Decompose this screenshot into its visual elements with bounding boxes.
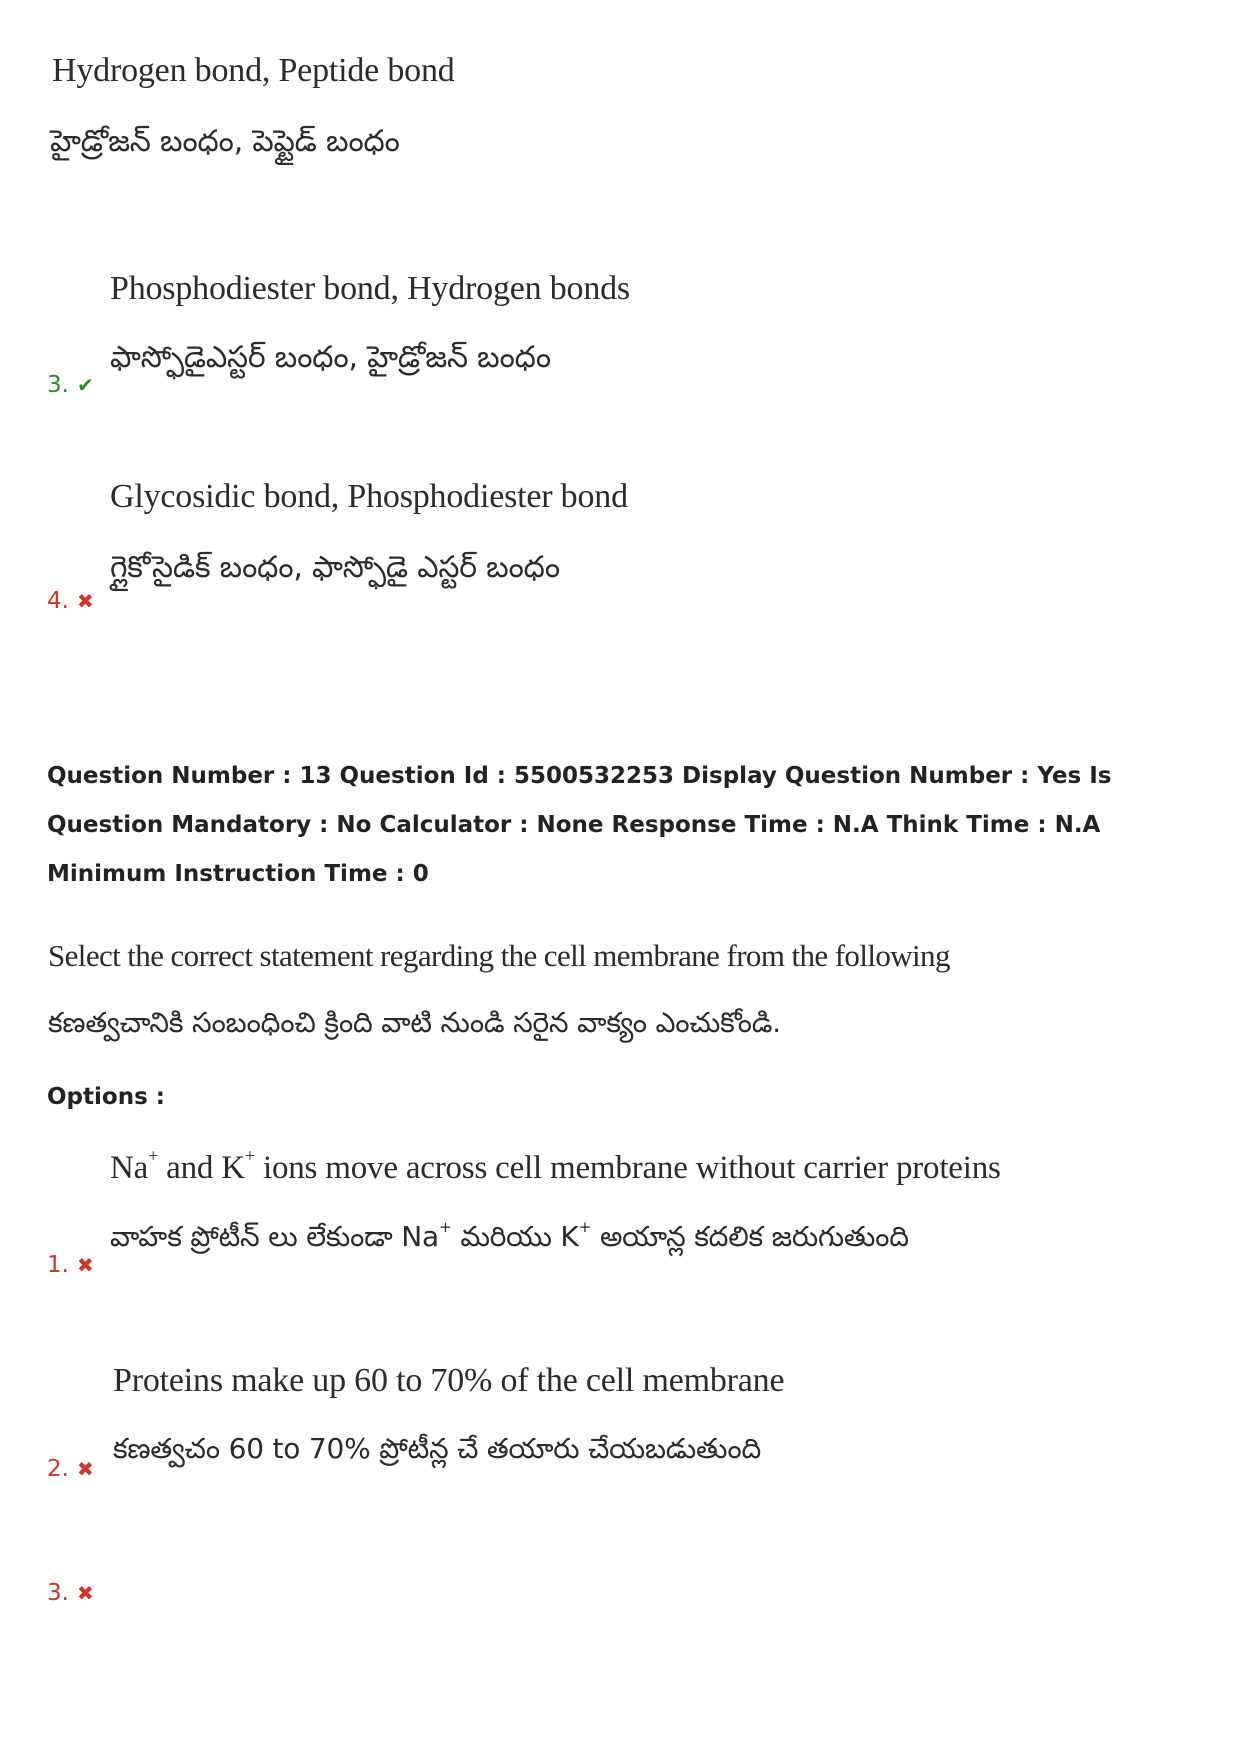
text-part: ions move across cell membrane without carrier proteins	[254, 1150, 1001, 1186]
option-2-en: Proteins make up 60 to 70% of the cell membrane	[113, 1362, 785, 1399]
text-part: అయాన్ల కదలిక జరుగుతుంది	[591, 1220, 909, 1253]
text-part: Na	[110, 1150, 149, 1186]
question-meta: Question Number : 13 Question Id : 5500532253 Display Question Number : Yes Is Question Mandatory : No Calculator : None Response Time : N.A Think Time : N.A Minimum Instruction Time : 0	[47, 763, 1112, 887]
question-stem-en: Select the correct statement regarding the cell membrane from the following	[48, 938, 950, 973]
cross-icon: ✖	[76, 1253, 94, 1277]
cross-icon: ✖	[76, 589, 94, 613]
text-part: మరియు K	[451, 1220, 579, 1253]
text-part: వాహక ప్రోటీన్ లు లేకుండా Na	[110, 1220, 439, 1253]
option-number: 2.	[47, 1456, 69, 1482]
prev-option-4-en: Glycosidic bond, Phosphodiester bond	[110, 478, 628, 515]
superscript: +	[438, 1218, 452, 1237]
prev-option-4-number	[47, 588, 94, 614]
question-stem-te: కణత్వచానికి సంబంధించి క్రింది వాటి నుండి సరైన వాక్యం ఎంచుకోండి.	[48, 1006, 781, 1039]
option-1-te	[110, 1220, 909, 1260]
superscript: +	[148, 1145, 159, 1166]
option-1-number	[47, 1252, 94, 1278]
option-1-en	[110, 1145, 1001, 1187]
option-2-te: కణత్వచం 60 to 70% ప్రోటీన్ల చే తయారు చేయబడుతుంది	[113, 1432, 762, 1465]
option-number: 3.	[47, 1580, 69, 1606]
prev-option-3-en: Phosphodiester bond, Hydrogen bonds	[110, 270, 630, 307]
prev-option-2-te: హైడ్రోజన్ బంధం, పెప్టైడ్ బంధం	[50, 124, 400, 159]
cross-icon: ✖	[76, 1581, 94, 1605]
text-part: and K	[158, 1150, 245, 1186]
prev-option-3-number	[47, 372, 94, 398]
prev-option-2-en: Hydrogen bond, Peptide bond	[52, 52, 455, 89]
check-icon: ✔	[76, 373, 94, 397]
option-number: 3.	[47, 372, 69, 398]
option-number: 1.	[47, 1252, 69, 1278]
superscript: +	[244, 1145, 255, 1166]
cross-icon: ✖	[76, 1457, 94, 1481]
option-number: 4.	[47, 588, 69, 614]
prev-option-3-te: ఫాస్ఫోడైఎస్టర్ బంధం, హైడ్రోజన్ బంధం	[110, 340, 551, 375]
options-label: Options :	[47, 1084, 165, 1110]
option-3-number	[47, 1580, 94, 1606]
option-2-number	[47, 1456, 94, 1482]
prev-option-4-te: గ్లైకోసైడిక్ బంధం, ఫాస్ఫోడై ఎస్టర్ బంధం	[110, 550, 560, 585]
superscript: +	[578, 1218, 592, 1237]
